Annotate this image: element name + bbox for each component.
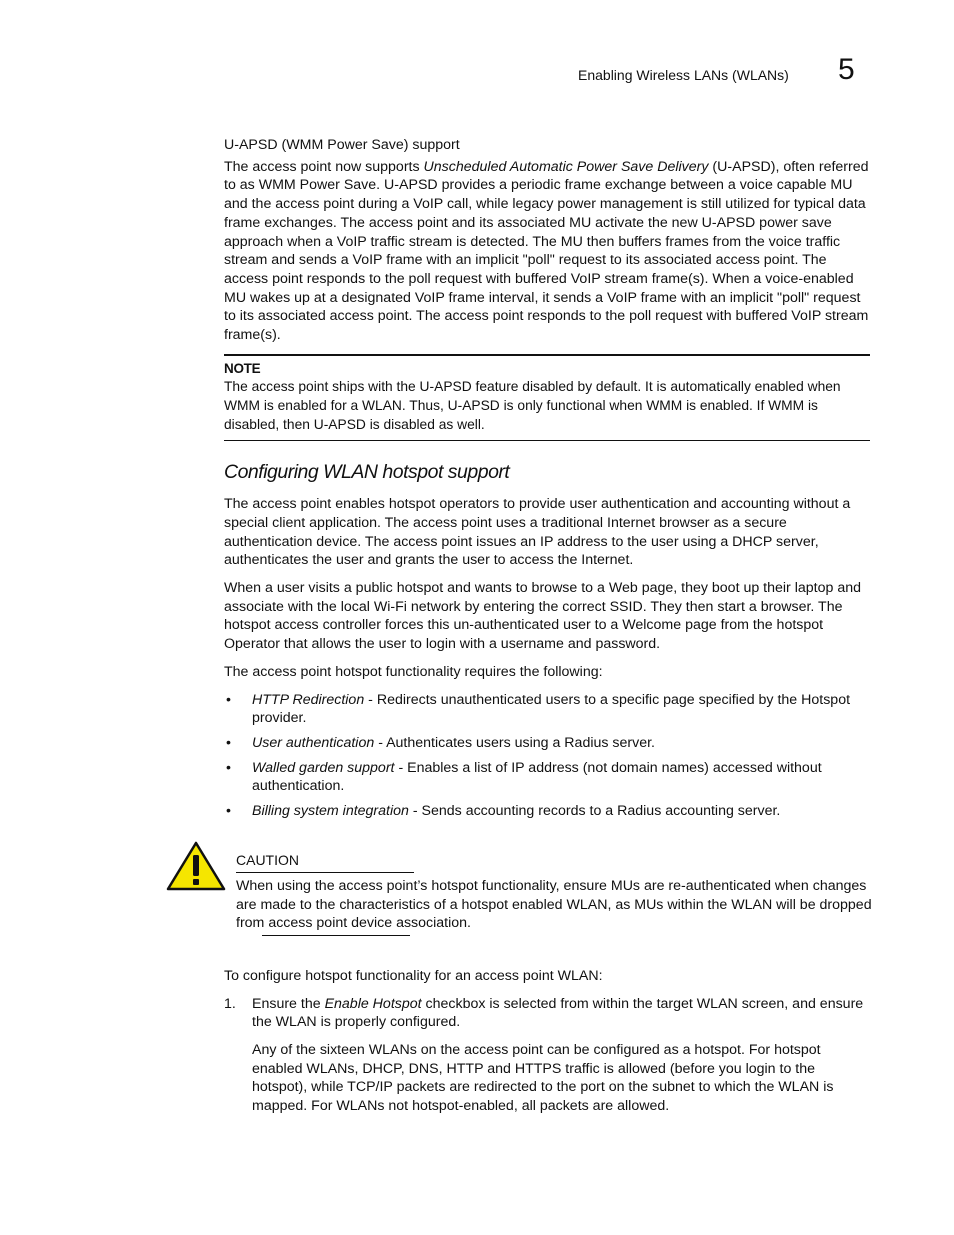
caution-rule-top xyxy=(236,872,414,873)
list-item: • Billing system integration - Sends accounting records to a Radius accounting server. xyxy=(224,802,870,821)
caution-box xyxy=(224,851,870,953)
caution-text: When using the access point’s hotspot functionality, ensure MUs are re-authenticated when changes are made to the characteristics of a hotspot enabled WLAN, as MUs within the WLAN will be dropped from access point device association. xyxy=(236,877,872,932)
list-item: • Walled garden support - Enables a list of IP address (not domain names) accessed without authentication. xyxy=(224,759,870,796)
uapsd-heading: U-APSD (WMM Power Save) support xyxy=(224,137,460,153)
hotspot-paragraph-3: The access point hotspot functionality requires the following: xyxy=(224,663,603,680)
list-item: • HTTP Redirection - Redirects unauthenticated users to a specific page specified by the Hotspot provider. xyxy=(224,691,870,728)
note-label: NOTE xyxy=(224,360,261,376)
config-intro: To configure hotspot functionality for an access point WLAN: xyxy=(224,967,603,984)
step-text: Ensure the Enable Hotspot checkbox is selected from within the target WLAN screen, and ensure the WLAN is properly configured. xyxy=(252,995,864,1031)
config-steps xyxy=(224,995,870,1116)
page-content xyxy=(224,136,870,1116)
hotspot-paragraph-1: The access point enables hotspot operators to provide user authentication and accounting without a special client application. The access point uses a traditional Internet browser as a secure authentication device. The access point issues an IP address to the user using a DHCP server, authenticates the user and grants the user to access the Internet. xyxy=(224,496,851,569)
caution-label: CAUTION xyxy=(236,851,299,868)
step-number: 1. xyxy=(224,995,236,1012)
note-box xyxy=(224,354,870,441)
chapter-number: 5 xyxy=(838,53,855,86)
list-item: • User authentication - Authenticates users using a Radius server. xyxy=(224,734,870,753)
step-detail: Any of the sixteen WLANs on the access point can be configured as a hotspot. For hotspot enabled WLANs, DHCP, DNS, HTTP and HTTPS traffic is allowed (before you login to the hotspot), while TCP/IP packets are redirected to the port on the subnet to which the WLAN is mapped. For WLANs not hotspot-enabled, all packets are allowed. xyxy=(252,1041,834,1115)
requirements-list xyxy=(224,691,870,821)
note-text: The access point ships with the U-APSD feature disabled by default. It is automatically enabled when WMM is enabled for a WLAN. Thus, U-APSD is only functional when WMM is enabled. If WMM is disabled, then U-APSD is disabled as well. xyxy=(224,379,841,432)
hotspot-paragraph-2: When a user visits a public hotspot and wants to browse to a Web page, they boot up their laptop and associate with the local Wi-Fi network by entering the correct SSID. They then start a browser. The hotspot access controller forces this un-authenticated user to a Welcome page from the hotspot Operator that allows the user to login with a username and password. xyxy=(224,580,861,653)
section-heading-hotspot: Configuring WLAN hotspot support xyxy=(224,460,510,483)
uapsd-paragraph: The access point now supports Unscheduled Automatic Power Save Delivery (U-APSD), often referred to as WMM Power Save. U-APSD provides a periodic frame exchange between a voice capable MU and the access point during a VoIP call, while legacy power management is still utilized for typical data frame exchanges. The access point and its associated MU activate the new U-APSD power save approach when a VoIP traffic stream is detected. The MU then buffers frames from the voice traffic stream and sends a VoIP frame with an implicit "poll" request to its associated access point. The access point responds to the poll request with buffered VoIP stream frame(s). When a voice-enabled MU wakes up at a designated VoIP frame interval, it sends a VoIP frame with an implicit "poll" request to its associated access point. The access point responds to the poll request with buffered VoIP stream frame(s). xyxy=(224,158,869,344)
caution-rule-bottom xyxy=(262,935,410,936)
running-header-title: Enabling Wireless LANs (WLANs) xyxy=(578,67,789,83)
warning-triangle-icon xyxy=(166,841,226,891)
list-item xyxy=(224,995,870,1116)
